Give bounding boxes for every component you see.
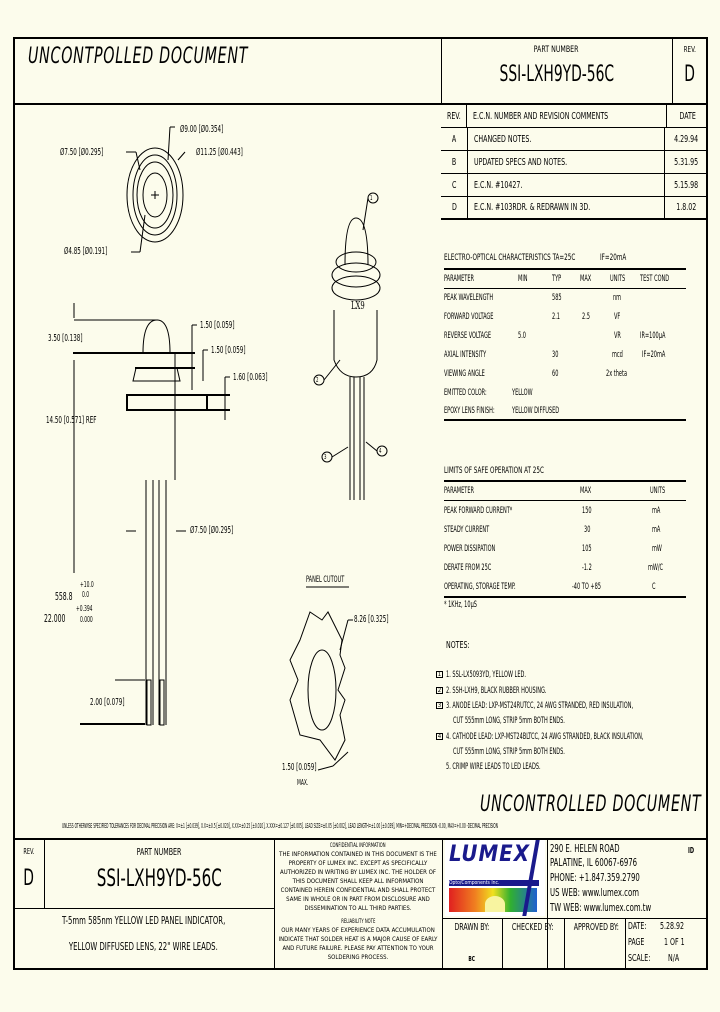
- dim-label: Ø9.00 [Ø0.354]: [180, 124, 224, 135]
- tb-description-2: YELLOW DIFFUSED LENS, 22" WIRE LEADS.: [69, 940, 218, 953]
- note-item: 1 1. SSL-LX5093YD, YELLOW LED.: [437, 670, 526, 680]
- eo-row: VIEWING ANGLE 60 2x theta: [444, 369, 628, 379]
- date-value: 5.28.92: [660, 921, 685, 932]
- lead-inch-upper: +0.394: [76, 604, 93, 613]
- uncontrolled-watermark-top: UNCONTPOLLED DOCUMENT: [28, 44, 249, 69]
- eo-lens-finish: EPOXY LENS FINISH: YELLOW DIFFUSED: [444, 406, 560, 416]
- reliability-text: OUR MANY YEARS OF EXPERIENCE DATA ACCUMULATION INDICATE THAT SOLDER HEAT IS A MAJOR CAUSE OF EARLY AND FUTURE FAILURE. PLEASE PAY ATTENTION TO YOUR SOLDERING PROCESS.: [278, 927, 438, 961]
- revision-row: B UPDATED SPECS AND NOTES. 5.31.95: [441, 151, 708, 174]
- tb-part-number: SSI-LXH9YD-56C: [96, 864, 222, 892]
- revision-row: A CHANGED NOTES. 4.29.94: [441, 128, 708, 151]
- id-mark: ID: [688, 846, 695, 855]
- tw-web-link[interactable]: TW WEB: www.lumex.com.tw: [550, 901, 652, 914]
- note-item: CUT 555mm LONG, STRIP 5mm BOTH ENDS.: [453, 716, 565, 726]
- scale-label: SCALE:: [628, 953, 651, 964]
- revision-row: C E.C.N. #10427. 5.15.98: [441, 174, 708, 197]
- safe-operation-title: LIMITS OF SAFE OPERATION AT 25C: [444, 466, 544, 476]
- eo-emitted-color: EMITTED COLOR: YELLOW: [444, 388, 533, 398]
- balloon-3: 3: [324, 453, 327, 461]
- company-address: [550, 841, 649, 856]
- drawn-by-label: DRAWN BY:: [454, 922, 490, 933]
- uncontrolled-watermark-bottom: UNCONTROLLED DOCUMENT: [480, 792, 702, 817]
- safe-header-row: PARAMETER MAX UNITS: [444, 486, 666, 496]
- note-item: 4 4. CATHODE LEAD: LXP-MST24BLTCC, 24 AWG STRANDED, BLACK INSULATION,: [437, 732, 644, 742]
- part-number: SSI-LXH9YD-56C: [499, 62, 614, 87]
- balloon-4: 4: [379, 447, 382, 455]
- dim-label: Ø4.85 [Ø0.191]: [64, 246, 108, 257]
- dim-label: 3.50 [0.138]: [48, 333, 83, 344]
- notes-title: NOTES:: [446, 640, 470, 651]
- rev-label: REV.: [683, 45, 697, 54]
- page-value: 1 OF 1: [664, 937, 685, 948]
- checked-by-label: CHECKED BY:: [512, 922, 554, 933]
- dim-label: 8.26 [0.325]: [354, 614, 389, 625]
- tolerance-note: UNLESS OTHERWISE SPECIFIED TOLERANCES FOR DECIMAL PRECISION ARE: X=±1 [±0.039], X.X=±0.5 [±0.020], X.XX=±0.25 [±0.010], X.XXX=±0.127 [±0.005]. LEAD SIZE=±0.05 [±0.002], LEAD LENGTH=±1.00 [±0.039], MIN=+DECIMAL PRECISION -0.00, MAX=+0.00 -DECIMAL PRECISION: [62, 822, 498, 830]
- revision-table-header: REV. E.C.N. NUMBER AND REVISION COMMENTS DATE: [441, 105, 708, 128]
- housing-mark: LX9: [351, 299, 365, 312]
- balloon-1: 1: [370, 194, 373, 202]
- scale-value: N/A: [668, 953, 680, 964]
- eo-row: FORWARD VOLTAGE 2.1 2.5 VF: [444, 312, 621, 322]
- dim-label: 1.50 [0.059]: [200, 320, 235, 331]
- tb-description-1: T-5mm 585nm YELLOW LED PANEL INDICATOR,: [61, 914, 226, 927]
- lumex-logo: LUMEX Opto/Components Inc.: [445, 840, 545, 916]
- confidential-text: THE INFORMATION CONTAINED IN THIS DOCUMENT IS THE PROPERTY OF LUMEX INC. EXCEPT AS SPECIFICALLY AUTHORIZED IN WRITING BY LUMEX INC. THE HOLDER OF THIS DOCUMENT SHALL KEEP ALL INFORMATION CONTAINED HEREIN CONFIDENTIAL AND SHALL PROTECT SAME IN WHOLE OR IN PART FROM DISCLOSURE AND DISSEMINATION TO ALL THIRD PARTIES.: [279, 851, 437, 912]
- safe-footnote: * 1KHz, 10µS: [444, 600, 477, 610]
- lead-length: 558.8: [55, 590, 73, 603]
- dim-note: MAX.: [297, 778, 309, 787]
- note-item: 5. CRIMP WIRE LEADS TO LED LEADS.: [446, 762, 541, 772]
- approved-by-label: APPROVED BY:: [573, 922, 619, 933]
- lead-inch-lower: 0.000: [80, 615, 93, 624]
- note-item: CUT 555mm LONG, STRIP 5mm BOTH ENDS.: [453, 747, 565, 757]
- eo-row: REVERSE VOLTAGE 5.0 VR IR=100µA: [444, 331, 666, 341]
- us-web-link[interactable]: US WEB: www.lumex.com: [550, 886, 639, 899]
- dim-label: 2.00 [0.079]: [90, 697, 125, 708]
- revision-row: D E.C.N. #103RDR. & REDRAWN IN 3D. 1.8.02: [441, 197, 708, 220]
- safe-row: STEADY CURRENT 30 mA: [444, 525, 661, 535]
- dim-label: Ø7.50 [Ø0.295]: [60, 147, 104, 158]
- eo-header-row: PARAMETER MIN TYP MAX UNITS TEST COND: [444, 274, 670, 284]
- electro-optical-condition: IF=20mA: [600, 253, 627, 263]
- tb-rev-label: REV.: [22, 847, 34, 856]
- phone: PHONE: +1.847.359.2790: [550, 871, 640, 884]
- revision-table: [441, 103, 708, 220]
- safe-row: POWER DISSIPATION 105 mW: [444, 544, 662, 554]
- safe-row: OPERATING, STORAGE TEMP. -40 TO +85 C: [444, 582, 656, 592]
- panel-cutout-label: PANEL CUTOUT: [306, 575, 345, 585]
- note-item: 3 3. ANODE LEAD: LXP-MST24RUTCC, 24 AWG STRANDED, RED INSULATION,: [437, 701, 634, 711]
- dim-label: 1.50 [0.059]: [211, 345, 246, 356]
- tb-part-number-label: PART NUMBER: [136, 847, 182, 858]
- date-label: DATE:: [628, 921, 647, 932]
- rev-value: D: [684, 62, 696, 87]
- dim-label: Ø11.25 [Ø0.443]: [196, 147, 243, 158]
- confidential-title: CONFIDENTIAL INFORMATION: [330, 842, 386, 849]
- drawn-by: BC: [468, 955, 476, 963]
- address-line-1: 290 E. HELEN ROAD: [550, 842, 620, 855]
- safe-row: PEAK FORWARD CURRENT* 150 mA: [444, 506, 661, 516]
- dim-label: 1.60 [0.063]: [233, 372, 268, 383]
- electro-optical-title: ELECTRO-OPTICAL CHARACTERISTICS TA=25C: [444, 253, 576, 263]
- reliability-title: RELIABILITY NOTE: [340, 918, 376, 925]
- dim-label: Ø7.50 [Ø0.295]: [190, 525, 234, 536]
- balloon-2: 2: [316, 376, 319, 384]
- lead-length-inch: 22.000: [44, 612, 66, 625]
- lead-tol-upper: +10.0: [80, 580, 94, 589]
- lead-tol-lower: 0.0: [82, 590, 90, 599]
- address-line-2: PALATINE, IL 60067-6976: [550, 856, 638, 869]
- technical-drawing: [0, 0, 440, 820]
- dim-label: 14.50 [0.571] REF: [46, 415, 97, 426]
- note-item: 2 2. SSH-LXH9, BLACK RUBBER HOUSING.: [437, 686, 547, 696]
- safe-row: DERATE FROM 25C -1.2 mW/C: [444, 563, 664, 573]
- dim-label: 1.50 [0.059]: [282, 762, 317, 773]
- tb-rev: D: [23, 866, 34, 891]
- eo-row: AXIAL INTENSITY 30 mcd IF=20mA: [444, 350, 666, 360]
- page-label: PAGE: [628, 937, 645, 948]
- part-number-label: PART NUMBER: [534, 45, 579, 55]
- eo-row: PEAK WAVELENGTH 585 nm: [444, 293, 622, 303]
